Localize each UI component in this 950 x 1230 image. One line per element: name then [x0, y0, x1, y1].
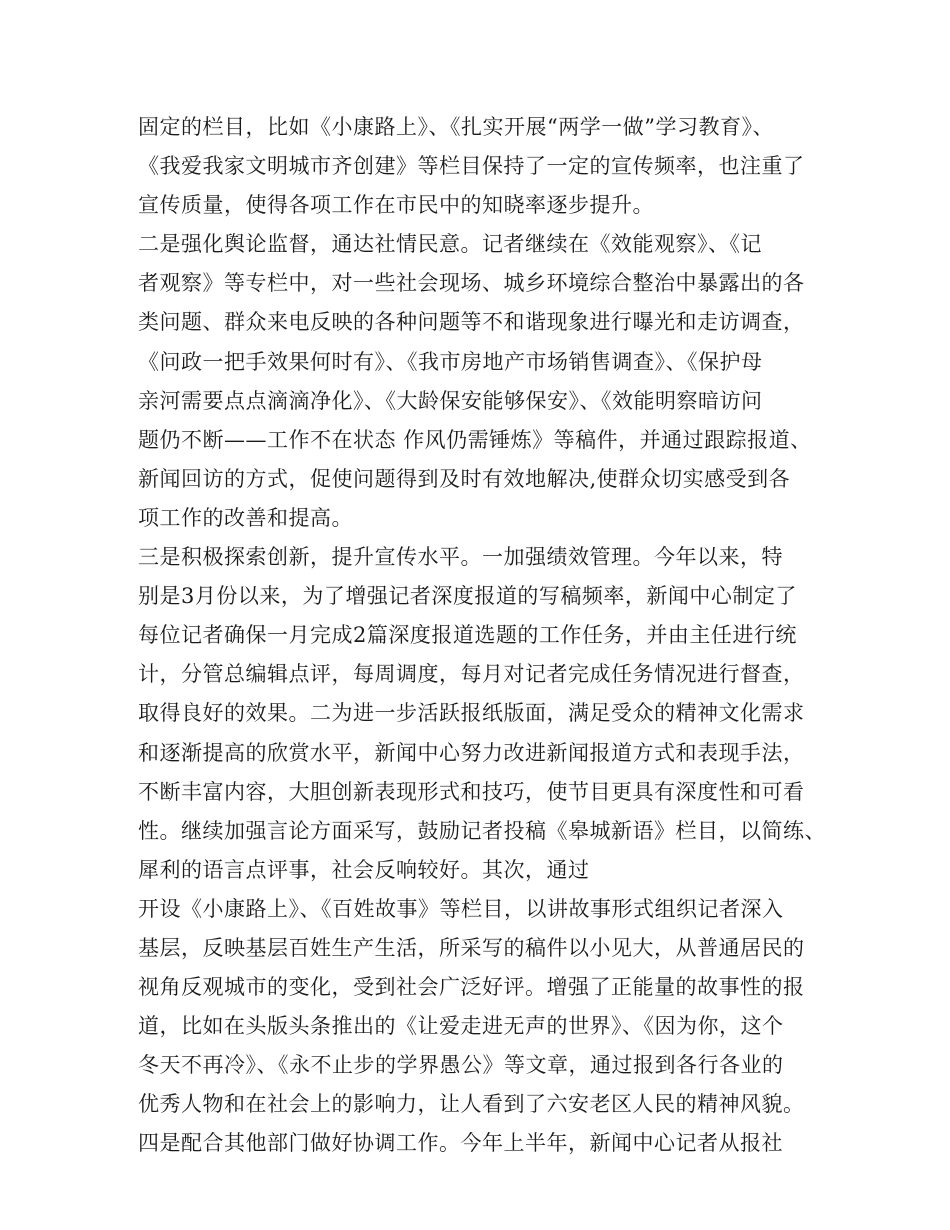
body-text	[138, 108, 838, 1164]
text-line: 亲河需要点点滴滴净化》、《大龄保安能够保安》、《效能明察暗访问	[138, 388, 763, 413]
text-line: 视角反观城市的变化，受到社会广泛好评。增强了正能量的故事性的报	[138, 975, 805, 1000]
text-line: 别是3月份以来，为了增强记者深度报道的写稿频率，新闻中心制定了	[138, 584, 797, 609]
text-line: 计，分管总编辑点评，每周调度，每月对记者完成任务情况进行督查，	[138, 662, 805, 687]
text-line: 和逐渐提高的欣赏水平，新闻中心努力改进新闻报道方式和表现手法，	[138, 740, 805, 765]
text-line: 《问政一把手效果何时有》、《我市房地产市场销售调查》、《保护母	[138, 349, 763, 374]
text-line: 犀利的语言点评事，社会反响较好。其次，通过	[138, 857, 590, 882]
text-line: 者观察》等专栏中，对一些社会现场、城乡环境综合整治中暴露出的各	[138, 271, 805, 296]
text-line: 项工作的改善和提高。	[138, 505, 353, 530]
text-line: 二是强化舆论监督，通达社情民意。记者继续在《效能观察》、《记	[138, 232, 762, 257]
text-line: 新闻回访的方式，促使问题得到及时有效地解决,使群众切实感受到各	[138, 466, 791, 491]
text-line: 四是配合其他部门做好协调工作。今年上半年，新闻中心记者从报社	[138, 1131, 783, 1156]
text-line: 类问题、群众来电反映的各种问题等不和谐现象进行曝光和走访调查，	[138, 310, 805, 335]
text-line: 固定的栏目，比如《小康路上》、《扎实开展“两学一做”学习教育》、	[138, 115, 774, 139]
text-line: 性。继续加强言论方面采写，鼓励记者投稿《皋城新语》栏目，以简练、	[138, 818, 826, 843]
text-line: 宣传质量，使得各项工作在市民中的知晓率逐步提升。	[138, 193, 654, 218]
text-line: 不断丰富内容，大胆创新表现形式和技巧，使节目更具有深度性和可看	[138, 779, 805, 804]
text-line: 三是积极探索创新，提升宣传水平。一加强绩效管理。今年以来，特	[138, 545, 783, 570]
text-line: 道，比如在头版头条推出的《让爱走进无声的世界》、《因为你，这个	[138, 1014, 784, 1039]
text-line: 《我爱我家文明城市齐创建》等栏目保持了一定的宣传频率，也注重了	[138, 154, 805, 179]
text-line: 冬天不再冷》、《永不止步的学界愚公》等文章，通过报到各行各业的	[138, 1053, 784, 1078]
text-line: 每位记者确保一月完成2篇深度报道选题的工作任务，并由主任进行统	[138, 623, 797, 648]
text-line: 开设《小康路上》、《百姓故事》等栏目，以讲故事形式组织记者深入	[138, 896, 784, 921]
text-line: 题仍不断——工作不在状态 作风仍需锤炼》等稿件，并通过跟踪报道、	[138, 427, 812, 452]
text-line: 基层，反映基层百姓生产生活，所采写的稿件以小见大，从普通居民的	[138, 935, 805, 960]
text-line: 优秀人物和在社会上的影响力，让人看到了六安老区人民的精神风貌。	[138, 1092, 805, 1117]
text-line: 取得良好的效果。二为进一步活跃报纸版面，满足受众的精神文化需求	[138, 701, 805, 726]
